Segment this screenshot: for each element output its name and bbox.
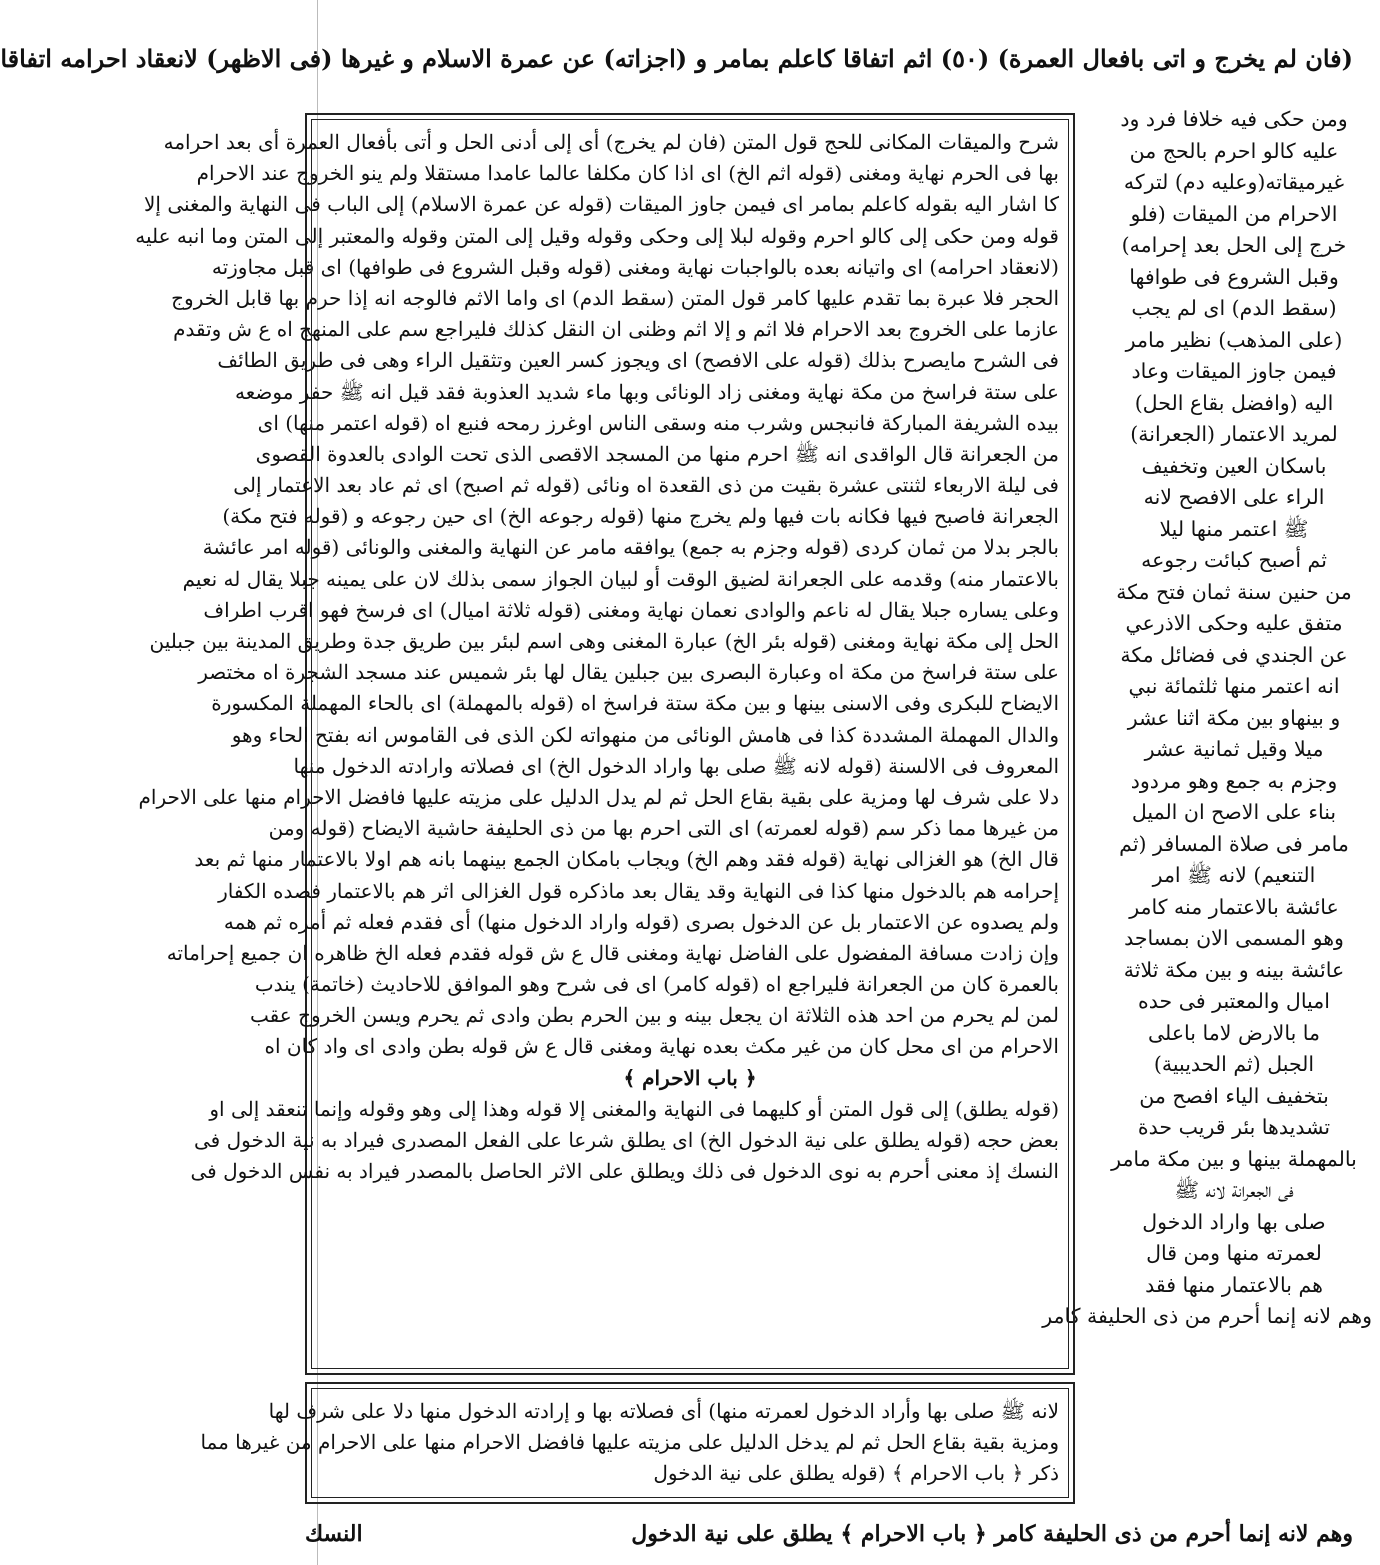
side-commentary-line: متفق عليه وحكى الاذرعي	[1125, 611, 1343, 635]
main-text-line: النسك إذ معنى أحرم به نوى الدخول فى ذلك ويطلق على الاثر الحاصل بالمصدر فيراد به نفس الدخول فى	[190, 1159, 1059, 1184]
main-text-line: كا اشار اليه بقوله كاعلم بمامر اى فيمن جاوز الميقات (قوله عن عمرة الاسلام) إلى الباب فى النهاية والمغنى إلا	[144, 192, 1059, 217]
page-footer	[305, 1514, 1353, 1554]
main-text-line: عازما على الخروج بعد الاحرام فلا اثم و إلا اثم وظنى ان النقل كذلك فليراجع سم على المنهج اه ع ش وتقدم	[173, 317, 1059, 342]
side-commentary-line: باسكان العين وتخفيف	[1141, 453, 1327, 478]
side-commentary-line: الاحرام من الميقات (فلو	[1130, 201, 1338, 226]
side-commentary-line: صلى بها واراد الدخول	[1142, 1209, 1326, 1234]
main-text-line: الايضاح للبكرى وفى الاسنى بينها و بين مكة ستة فراسخ اه (قوله بالمهملة) اى بالحاء المهملة المكسورة	[211, 691, 1059, 716]
side-commentary-line: ومن حكى فيه خلافا فرد ود	[1120, 107, 1348, 131]
main-text-line: ولم يصدوه عن الاعتمار بل عن الدخول بصرى (قوله واراد الدخول منها) أى فقدم فعله ثم أمره ثم همه	[223, 909, 1059, 934]
main-text-line: الحجر فلا عبرة بما تقدم عليها كامر قول المتن (سقط الدم) اى واما الاثم فالوجه انه إذا حرم بها قابل الخروج	[171, 285, 1059, 310]
main-text-line: إحرامه هم بالدخول منها كذا فى النهاية وقد يقال بعد ماذكره قول الغزالى اثر هم بالاعتمار فصده الكفار	[218, 878, 1059, 903]
side-commentary-line: ثم أصبح كبائت رجوعه	[1141, 548, 1327, 572]
lower-text-line: ومزية بقية بقاع الحل ثم لم يدخل الدليل على مزيته عليها فافضل الاحرام منها على الاحرام من غيرها مما	[200, 1430, 1059, 1455]
side-commentary-line: وهم لانه إنما أحرم من ذى الحليفة كامر	[1042, 1304, 1372, 1328]
main-text-line: من غيرها مما ذكر سم (قوله لعمرته) اى التى احرم بها من ذى الحليفة حاشية الايضاح (قوله ومن	[268, 816, 1059, 841]
main-text-line: بعض حجه (قوله يطلق على نية الدخول الخ) اى يطلق شرعا على الفعل المصدرى فيراد به نية الدخول فى	[194, 1128, 1059, 1152]
main-commentary-text	[135, 127, 1059, 1187]
lower-text-line: لانه ﷺ صلى بها وأراد الدخول لعمرته منها) أى فصلاته بها و إرادته الدخول منها دلا على شرف لها	[268, 1399, 1059, 1423]
side-commentary-line: هم بالاعتمار منها فقد	[1145, 1272, 1323, 1297]
side-commentary-line: بناء على الاصح ان الميل	[1131, 800, 1337, 824]
side-commentary-line: غيرميقاته(وعليه دم) لتركه	[1123, 170, 1345, 194]
main-commentary-frame	[135, 113, 1075, 1375]
main-text-line: دلا على شرف لها ومزية على بقية بقاع الحل ثم لم يدل الدليل على مزيته عليها فافضل الاحرام منها على الاحرام	[138, 784, 1059, 809]
page-header	[0, 36, 1353, 80]
main-text-line: الجعرانة فاصبح فيها فكانه بات فيها ولم يخرج منها (قوله رجوعه الخ) اى حين رجوعه و (قوله فتح مكة)	[222, 504, 1059, 529]
main-text-line: قوله ومن حكى إلى كالو احرم وقوله لبلا إلى وحكى وقوله وقيل إلى المتن وقوله والمعتبر إلى المتن وما انبه عليه	[135, 223, 1059, 248]
side-commentary-line: لعمرته منها ومن قال	[1146, 1241, 1322, 1265]
main-text-line: فى الشرح مايصرح بذلك (قوله على الافصح) اى ويجوز كسر العين وتثقيل الراء وهى فى طريق الطائف	[217, 348, 1059, 373]
footer-catchword-right: وهم لانه إنما أحرم من ذى الحليفة كامر ﴿ باب الاحرام ﴾ يطلق على نية الدخول	[631, 1521, 1353, 1547]
main-text-line: وإن زادت مسافة المفضول على الفاضل نهاية ومغنى قال ع ش قوله فقدم فعله الخ ظاهره ان جميع إحراماته	[166, 940, 1059, 965]
main-text-line: والدال المهملة المشددة كذا فى هامش الونائى من منهواته لكن الذى فى القاموس انه بفتح الحاء وهو	[231, 722, 1059, 747]
main-text-line: بها فى الحرم نهاية ومغنى (قوله اثم الخ) اى اذا كان مكلفا عالما عامدا مستقلا ولم ينو الخروج عند الاحرام	[196, 161, 1059, 186]
main-text-line: فى ليلة الاربعاء لثنتى عشرة بقيت من ذى القعدة اه ونائى (قوله ثم اصبح) اى ثم عاد بعد الاعتمار إلى	[233, 473, 1059, 498]
main-text-line: (قوله يطلق) إلى قول المتن أو كليهما فى النهاية والمغنى إلا قوله وهذا إلى وهو وقوله وإنما تنعقد إلى او	[209, 1096, 1059, 1121]
section-title: ﴿ باب الاحرام ﴾	[623, 1065, 757, 1090]
side-commentary-column	[1042, 104, 1372, 1549]
side-commentary-line: فى الجعرانة لانه ﷺ	[1174, 1178, 1294, 1202]
main-text-line: على ستة فراسخ من مكة اه وعبارة البصرى بين جبلين يقال لها بئر شميس عند مسجد الشجرة اه مختصر	[198, 660, 1059, 685]
main-text-line: بالجر بدلا من ثمان كردى (قوله وجزم به جمع) يوافقه مامر عن النهاية والمغنى والونائى (قوله امر عائشة	[202, 535, 1059, 560]
lower-text-line: ذكر ﴿ باب الاحرام ﴾ (قوله يطلق على نية الدخول	[653, 1461, 1059, 1486]
main-text-line: من الجعرانة قال الواقدى انه ﷺ احرم منها من المسجد الاقصى الذى تحت الوادى بالعدوة القصوى	[255, 441, 1059, 466]
main-text-line: بالعمرة كان من الجعرانة فليراجع اه (قوله كامر) اى فى شرح وهو الموافق للاحاديث (خاتمة) يندب	[254, 972, 1059, 997]
side-commentary-line: ما بالارض لاما باعلى	[1147, 1020, 1321, 1045]
main-text-line: بالاعتمار منه) وقدمه على الجعرانة لضيق الوقت أو لبيان الجواز سمى بذلك لان على يمينه جبلا يقال له نعيم	[182, 566, 1059, 591]
side-commentary-line: بالمهملة بينها و بين مكة مامر	[1111, 1146, 1357, 1171]
side-commentary-line: وقبل الشروع فى طوافها	[1129, 264, 1339, 289]
lower-commentary-text	[200, 1396, 1059, 1490]
side-commentary-line: فيمن جاوز الميقات وعاد	[1131, 359, 1337, 383]
side-commentary-line: اميال والمعتبر فى حده	[1138, 989, 1330, 1013]
main-text-line: بيده الشريفة المباركة فانبجس وشرب منه وسقى الناس اوغرز رمحه فنبع اه (قوله اعتمر منها) اى	[257, 410, 1059, 435]
main-text-line: شرح والميقات المكانى للحج قول المتن (فان لم يخرج) أى إلى أدنى الحل و أتى بأفعال العمرة أى بعد احرامه	[163, 130, 1059, 154]
side-commentary-line: (سقط الدم) اى لم يجب	[1131, 296, 1337, 320]
main-text-line: قال الخ) هو الغزالى نهاية (قوله فقد وهم الخ) ويجاب بامكان الجمع بينهما بانه هم اولا بالاعتمار منها ثم بعد	[194, 847, 1059, 872]
main-text-line: الاحرام من اى محل كان من غير مكث بعده نهاية ومغنى قال ع ش قوله بطن وادى اى واد كان اه	[264, 1034, 1059, 1059]
lower-commentary-frame	[200, 1382, 1075, 1504]
side-commentary-line: التنعيم) لانه ﷺ امر	[1152, 863, 1316, 887]
header-text: (فان لم يخرج و اتى بافعال العمرة) (٥٠) اثم اتفاقا كاعلم بمامر و (اجزاته) عن عمرة الاسلام و غيرها (فى الاظهر) لانعقاد احرامه اتفاقا	[0, 43, 1353, 73]
main-text-line: على ستة فراسخ من مكة نهاية ومغنى زاد الونائى وبها ماء شديد العذوبة فقد قيل انه ﷺ حفر موضعه	[235, 379, 1059, 404]
side-commentary-line: لمريد الاعتمار (الجعرانة)	[1130, 422, 1338, 446]
main-text-line: (لانعقاد احرامه) اى واتيانه بعده بالواجبات نهاية ومغنى (قوله وقبل الشروع فى طوافها) اى قبل مجاوزته	[211, 254, 1059, 279]
side-commentary-line: خرج إلى الحل بعد إحرامه)	[1121, 233, 1347, 257]
side-commentary-line: مامر فى صلاة المسافر (ثم	[1119, 831, 1349, 856]
side-commentary-line: الجبل (ثم الحديبية)	[1153, 1052, 1315, 1076]
side-commentary-line: من حنين سنة ثمان فتح مكة	[1116, 579, 1352, 604]
side-commentary-line: تشديدها بئر قريب حدة	[1137, 1115, 1331, 1139]
main-text-line: لمن لم يحرم من احد هذه الثلاثة ان يجعل بينه و بين الحرم بطن وادى ثم يحرم ويسن الخروج عقب	[250, 1003, 1059, 1028]
side-commentary-line: عليه كالو احرم بالحج من	[1129, 138, 1339, 163]
side-commentary-line: اليه (وافضل بقاع الحل)	[1134, 390, 1334, 415]
side-commentary-line: و بينهاو بين مكة اثنا عشر	[1127, 705, 1341, 730]
main-text-line: الحل إلى مكة نهاية ومغنى (قوله بئر الخ) عبارة المغنى وهى اسم لبئر بين طريق جدة وطريق المدينة بين جبلين	[149, 629, 1059, 653]
side-commentary-line: وهو المسمى الان بمساجد	[1124, 926, 1344, 950]
side-commentary-line: (على المذهب) نظير مامر	[1125, 327, 1343, 352]
side-commentary-line: وجزم به جمع وهو مردود	[1130, 768, 1338, 793]
side-commentary-line: انه اعتمر منها ثلثمائة نبي	[1128, 674, 1340, 698]
main-text-line: المعروف فى الالسنة (قوله لانه ﷺ صلى بها واراد الدخول الخ) اى فصلاته وارادته الدخول منها	[293, 753, 1059, 778]
side-commentary-line: عائشة بالاعتمار منه كامر	[1129, 894, 1339, 919]
footer-catchword-left: النسك	[305, 1521, 363, 1547]
side-commentary-line: عن الجندي فى فضائل مكة	[1120, 642, 1348, 667]
side-commentary-line: ميلا وقيل ثمانية عشر	[1144, 737, 1324, 761]
side-commentary-line: عائشة بينه و بين مكة ثلاثة	[1123, 957, 1345, 982]
side-commentary-line: ﷺ اعتمر منها ليلا	[1159, 516, 1309, 541]
side-commentary-line: الراء على الافصح لانه	[1143, 485, 1325, 509]
side-commentary-line: بتخفيف الياء افصح من	[1139, 1083, 1329, 1108]
main-text-line: وعلى يساره جبلا يقال له ناعم والوادى نعمان نهاية ومغنى (قوله ثلاثة اميال) اى فرسخ فهو اقرب اطراف	[203, 597, 1059, 622]
